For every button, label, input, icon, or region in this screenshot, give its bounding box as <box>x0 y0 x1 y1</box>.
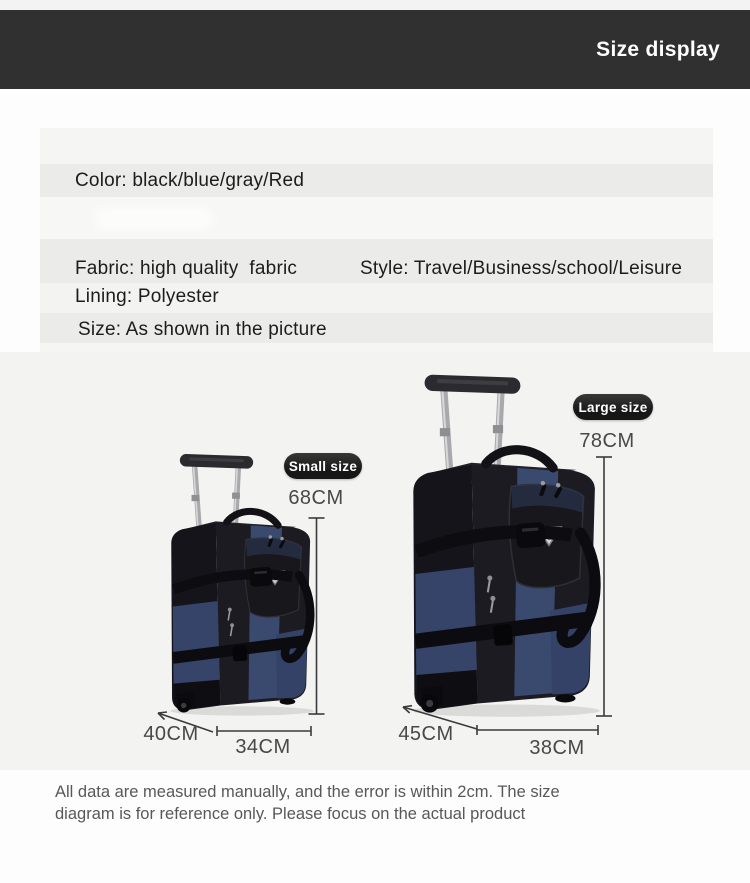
small-width-line <box>217 726 311 736</box>
disclaimer-line-1: All data are measured manually, and the error is within 2cm. The size <box>55 783 560 801</box>
specs-panel <box>40 128 713 352</box>
small-size-badge: Small size <box>284 453 362 479</box>
spec-style: Style: Travel/Business/school/Leisure <box>360 258 683 279</box>
erased-text-smudge <box>95 208 213 230</box>
spec-size: Size: As shown in the picture <box>78 319 327 340</box>
spec-lining: Lining: Polyester <box>75 286 219 307</box>
large-bag-illustration <box>412 374 600 716</box>
small-width-label: 34CM <box>235 736 291 758</box>
small-height-label: 68CM <box>288 487 344 509</box>
product-photo-area <box>0 352 750 770</box>
page-title: Size display <box>596 37 720 61</box>
large-height-label: 78CM <box>579 430 635 452</box>
large-width-label: 38CM <box>529 737 585 759</box>
small-depth-label: 40CM <box>143 723 199 745</box>
top-strip <box>0 0 750 10</box>
disclaimer-line-2: diagram is for reference only. Please focus on the actual product <box>55 805 526 823</box>
section-header-bar <box>0 10 750 89</box>
spec-color: Color: black/blue/gray/Red <box>75 170 305 191</box>
disclaimer-note <box>55 781 615 825</box>
spec-fabric: Fabric: high quality fabric <box>75 258 298 279</box>
large-depth-label: 45CM <box>398 723 454 745</box>
large-size-badge: Large size <box>573 394 653 420</box>
large-width-line <box>477 725 598 735</box>
